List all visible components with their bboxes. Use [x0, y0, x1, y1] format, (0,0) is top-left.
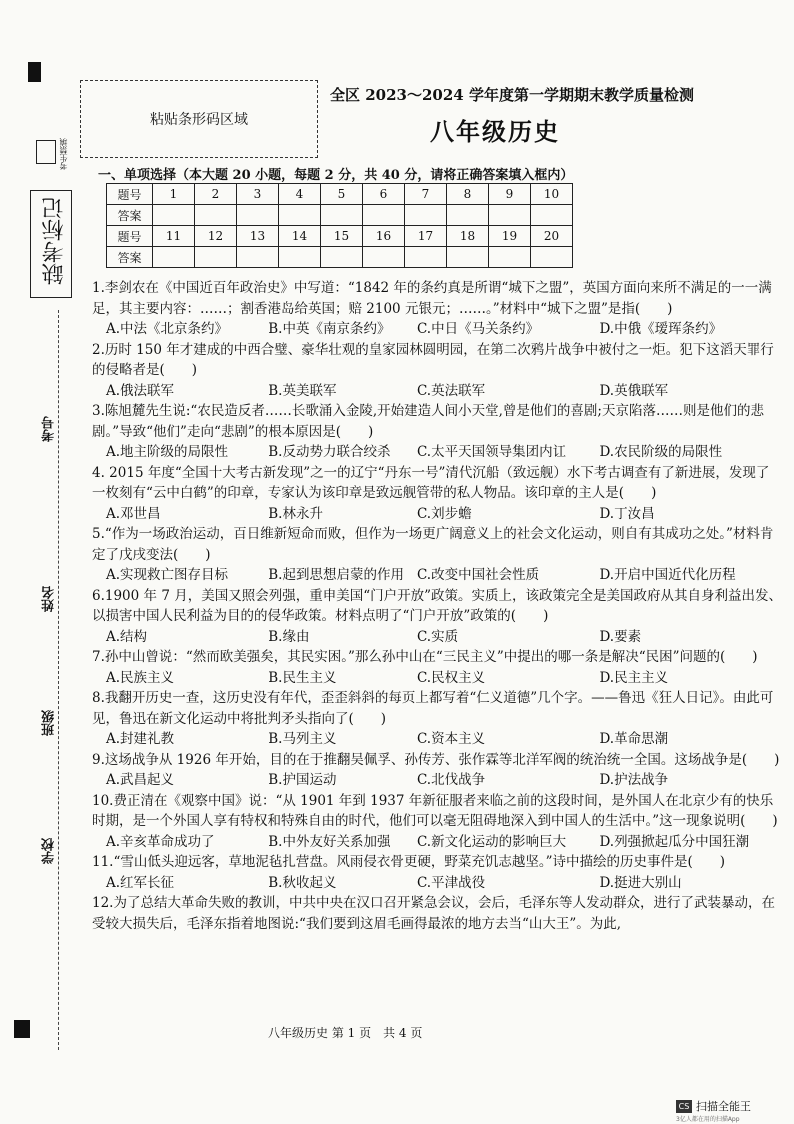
- option-c: C.民权主义: [416, 669, 486, 686]
- question-text: 5.“作为一场政治运动，百日维新短命而败，但作为一场更广阔意义上的社会文化运动，则自有其成功之处。”材料肯定了戊戌变法( ): [92, 526, 774, 563]
- question-number: 6: [363, 184, 405, 205]
- answer-cell[interactable]: [279, 247, 321, 268]
- question-number: 18: [447, 226, 489, 247]
- answer-cell[interactable]: [237, 205, 279, 226]
- question-number: 9: [489, 184, 531, 205]
- answer-cell[interactable]: [447, 205, 489, 226]
- question-list: [92, 278, 782, 934]
- answer-cell[interactable]: [489, 205, 531, 226]
- question-text: 11.“雪山低头迎远客，草地泥毡扎营盘。风雨侵衣骨更硬，野菜充饥志越坚。”诗中描绘的历史事件是( ): [92, 854, 726, 870]
- answer-cell[interactable]: [321, 247, 363, 268]
- option-c: C.资本主义: [416, 731, 486, 747]
- answer-cell[interactable]: [489, 247, 531, 268]
- question-text: 9.这场战争从 1926 年开始，目的在于推翻吴佩孚、孙传芳、张作霖等北洋军阀的统治统一全国。这场战争是( ): [92, 751, 780, 768]
- option-c: C.太平天国领导集团内讧: [416, 444, 567, 460]
- page-footer: 八年级历史 第 1 页 共 4 页: [268, 1026, 423, 1040]
- question-number: 8: [447, 184, 489, 205]
- option-b: B.起到思想启蒙的作用: [268, 567, 404, 583]
- answer-cell[interactable]: [405, 247, 447, 268]
- option-b: B.秋收起义: [268, 874, 337, 891]
- option-b: B.中英《南京条约》: [268, 321, 391, 337]
- question-item: [92, 893, 782, 934]
- answer-cell[interactable]: [237, 247, 279, 268]
- row-label: 题号: [107, 226, 153, 247]
- question-number: 7: [405, 184, 447, 205]
- question-number: 17: [405, 226, 447, 247]
- question-text: 1.李剑农在《中国近百年政治史》中写道：“1842 年的条约真是所谓“城下之盟”，英国方面向来所不满足的一一满足，其主要内容：……；割香港岛给英国；赔 2100 元银元；……。”材料中“城下之盟”是指( ): [92, 280, 772, 317]
- barcode-area: [80, 80, 318, 158]
- option-b: B.反动势力联合绞杀: [268, 444, 391, 460]
- option-b: B.护国运动: [268, 772, 337, 788]
- binding-strip: [10, 60, 70, 1060]
- question-item: [92, 463, 782, 525]
- field-name: 姓名: [42, 586, 57, 612]
- option-d: D.中俄《瑷珲条约》: [599, 321, 723, 337]
- question-text: 8.我翻开历史一查，这历史没有年代，歪歪斜斜的每页上都写着“仁义道德”几个字。——鲁迅《狂人日记》。由此可见，鲁迅在新文化运动中将批判矛头指向了( ): [92, 690, 774, 727]
- option-c: C.中日《马关条约》: [416, 321, 540, 337]
- question-number: 5: [321, 184, 363, 205]
- question-item: [92, 340, 782, 402]
- question-text: 10.费正清在《观察中国》说：“从 1901 年到 1937 年新征服者来临之前的这段时间，是外国人在北京少有的快乐时期，是一个外国人享有特权和特殊自由的时代，他们可以毫无阻碍地深入到中国人的生活中。”这一现象说明( ): [92, 792, 778, 829]
- row-label: 答案: [107, 205, 153, 226]
- scanner-app-icon: CS: [676, 1100, 692, 1113]
- option-a: A.俄法联军: [106, 382, 175, 399]
- scanner-app-name: 扫描全能王: [696, 1100, 751, 1113]
- option-a: A.邓世昌: [106, 505, 161, 522]
- question-text: 12.为了总结大革命失败的教训，中共中央在汉口召开紧急会议，会后，毛泽东等人发动群众，进行了武装暴动，在受较大损失后，毛泽东指着地图说:“我们要到这眉毛画得最浓的地方去当“山大王”。为此,: [92, 895, 775, 932]
- absence-mark-label: 缺考标记: [42, 197, 67, 285]
- question-number: 2: [195, 184, 237, 205]
- mini-label: 考生禁填: [59, 138, 68, 170]
- question-number: 12: [195, 226, 237, 247]
- answer-cell[interactable]: [153, 247, 195, 268]
- answer-cell[interactable]: [279, 205, 321, 226]
- field-school: 学校: [42, 838, 57, 864]
- question-item: [92, 852, 782, 893]
- answer-cell[interactable]: [531, 205, 573, 226]
- answer-cell[interactable]: [405, 205, 447, 226]
- subject-title: 八年级历史: [430, 117, 560, 146]
- option-d: D.挺进大别山: [599, 874, 682, 891]
- option-row: [92, 442, 782, 463]
- question-number: 14: [279, 226, 321, 247]
- option-c: C.北伐战争: [416, 772, 486, 788]
- option-b: B.马列主义: [268, 731, 337, 747]
- option-b: B.民生主义: [268, 669, 337, 686]
- question-number: 10: [531, 184, 573, 205]
- option-d: D.革命思潮: [599, 731, 669, 747]
- question-text: 2.历时 150 年才建成的中西合璧、豪华壮观的皇家园林圆明园，在第二次鸦片战争中被付之一炬。犯下这滔天罪行的侵略者是( ): [92, 341, 774, 378]
- option-a: A.武昌起义: [106, 772, 175, 788]
- answer-cell[interactable]: [195, 247, 237, 268]
- option-c: C.实质: [416, 628, 459, 645]
- option-row: [92, 381, 782, 402]
- option-c: C.改变中国社会性质: [416, 567, 540, 583]
- question-number: 3: [237, 184, 279, 205]
- question-number: 19: [489, 226, 531, 247]
- question-number: 1: [153, 184, 195, 205]
- question-number: 11: [153, 226, 195, 247]
- answer-cell[interactable]: [447, 247, 489, 268]
- option-b: B.缘由: [268, 628, 310, 645]
- option-row: [92, 668, 782, 689]
- question-number: 15: [321, 226, 363, 247]
- option-row: [92, 729, 782, 750]
- field-class: 班级: [42, 710, 57, 736]
- answer-cell[interactable]: [195, 205, 237, 226]
- option-a: A.辛亥革命成功了: [106, 833, 215, 850]
- question-item: [92, 688, 782, 750]
- field-exam-number: 考号: [42, 416, 57, 442]
- option-row: [92, 770, 782, 791]
- scanner-watermark: [676, 1098, 751, 1114]
- answer-table-row: [107, 226, 573, 247]
- option-row: [92, 565, 782, 586]
- option-c: C.英法联军: [416, 382, 486, 399]
- row-label: 答案: [107, 247, 153, 268]
- question-text: 6.1900 年 7 月，美国又照会列强，重申美国“门户开放”政策。实质上，该政策完全是美国政府从其自身利益出发、以损害中国人民利益为目的的侵华政策。材料点明了“门户开放”政策的( ): [92, 587, 783, 624]
- exam-title: 全区 2023～2024 学年度第一学期期末教学质量检测: [330, 86, 694, 104]
- question-item: [92, 278, 782, 340]
- answer-cell[interactable]: [531, 247, 573, 268]
- question-item: [92, 750, 782, 791]
- option-a: A.封建礼教: [106, 731, 175, 747]
- option-d: D.要素: [599, 628, 642, 645]
- answer-cell[interactable]: [153, 205, 195, 226]
- question-number: 4: [279, 184, 321, 205]
- question-item: [92, 401, 782, 463]
- scanner-app-subtitle: 3亿人都在用的扫描App: [676, 1116, 740, 1123]
- question-text: 7.孙中山曾说：“然而欧美强矣，其民实困。”那么孙中山在“三民主义”中提出的哪一条是解决“民困”问题的( ): [92, 649, 758, 665]
- option-d: D.农民阶级的局限性: [599, 444, 723, 460]
- option-a: A.民族主义: [106, 669, 175, 686]
- question-item: [92, 791, 782, 853]
- option-d: D.英俄联军: [599, 382, 669, 399]
- barcode-label: 粘贴条形码区域: [150, 112, 248, 128]
- option-a: A.中法《北京条约》: [106, 321, 229, 337]
- option-d: D.民主主义: [599, 669, 669, 686]
- answer-cell[interactable]: [363, 247, 405, 268]
- question-item: [92, 586, 782, 648]
- option-row: [92, 627, 782, 648]
- section-heading: 一、单项选择（本大题 20 小题，每题 2 分，共 40 分，请将正确答案填入框内）: [98, 168, 574, 183]
- option-b: B.英美联军: [268, 382, 337, 399]
- question-number: 16: [363, 226, 405, 247]
- option-d: D.列强掀起瓜分中国狂潮: [599, 833, 750, 850]
- option-row: [92, 832, 782, 853]
- option-b: B.中外友好关系加强: [268, 833, 391, 850]
- question-text: 3.陈旭麓先生说:“农民造反者……长歌涌入金陵,开始建造人间小天堂,曾是他们的喜剧;天京陷落……则是他们的悲剧。”导致“他们”走向“悲剧”的根本原因是( ): [92, 403, 764, 440]
- answer-table-row: [107, 205, 573, 226]
- option-a: A.地主阶级的局限性: [106, 444, 229, 460]
- answer-cell[interactable]: [321, 205, 363, 226]
- option-a: A.结构: [106, 628, 148, 645]
- answer-table-row: [107, 184, 573, 205]
- answer-table: [106, 183, 573, 268]
- question-item: [92, 524, 782, 586]
- option-c: C.刘步蟾: [416, 505, 472, 522]
- question-number: 20: [531, 226, 573, 247]
- answer-cell[interactable]: [363, 205, 405, 226]
- option-a: A.红军长征: [106, 874, 175, 891]
- question-number: 13: [237, 226, 279, 247]
- option-d: D.开启中国近代化历程: [599, 567, 736, 583]
- option-row: [92, 873, 782, 894]
- option-c: C.平津战役: [416, 874, 486, 891]
- option-b: B.林永升: [268, 505, 323, 522]
- answer-table-row: [107, 247, 573, 268]
- question-text: 4. 2015 年度“全国十大考古新发现”之一的辽宁“丹东一号”清代沉船（致远舰）水下考古调查有了新进展，发现了一枚刻有“云中白鹤”的印章，专家认为该印章是致远舰管带的私人物品。该印章的主人是( ): [92, 464, 770, 501]
- option-row: [92, 319, 782, 340]
- absence-mark-box: [30, 190, 72, 298]
- option-row: [92, 504, 782, 525]
- absence-checkbox: [36, 140, 56, 164]
- option-c: C.新文化运动的影响巨大: [416, 833, 567, 850]
- option-d: D.护法战争: [599, 772, 669, 788]
- option-d: D.丁汝昌: [599, 505, 655, 522]
- row-label: 题号: [107, 184, 153, 205]
- option-a: A.实现救亡图存目标: [106, 567, 229, 583]
- question-item: [92, 647, 782, 688]
